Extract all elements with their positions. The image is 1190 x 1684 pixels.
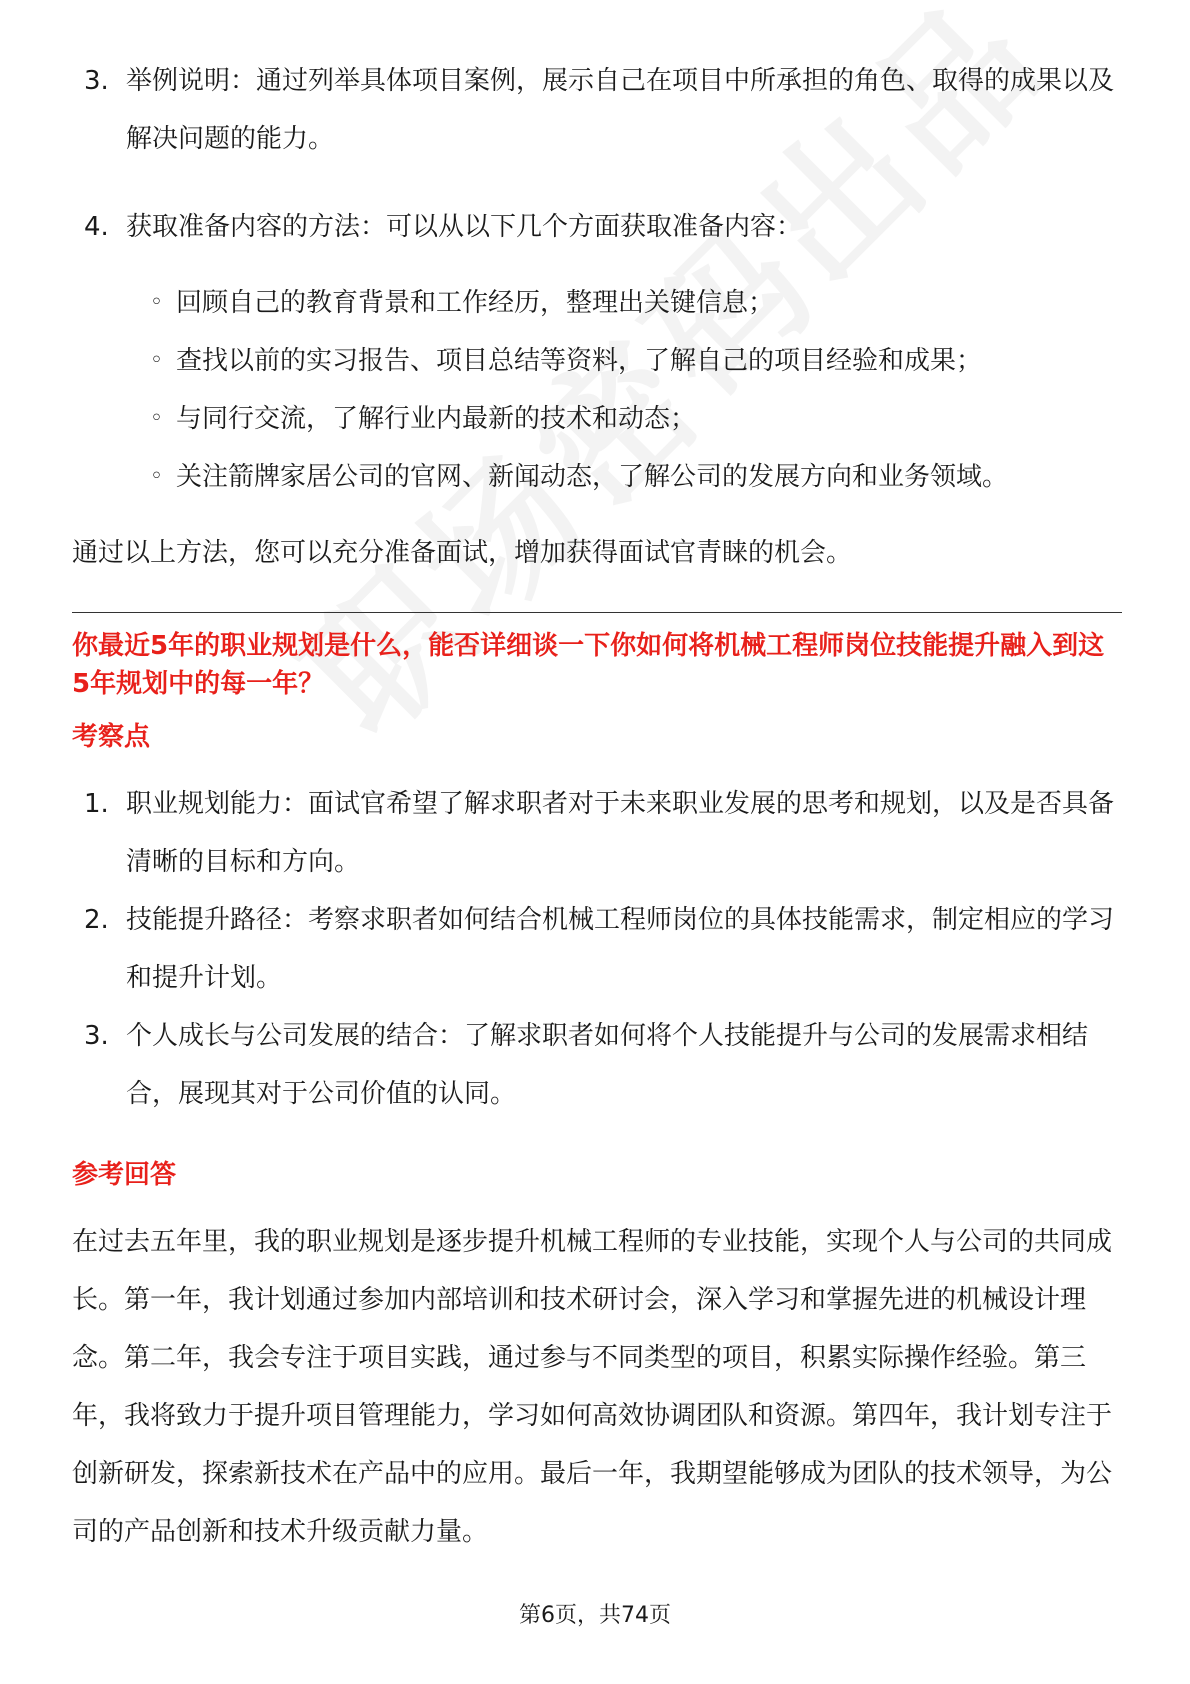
list-number: 3.: [84, 66, 109, 96]
sub-list-item-text: 与同行交流，了解行业内最新的技术和动态；: [176, 404, 697, 434]
sub-list-item-text: 查找以前的实习报告、项目总结等资料，了解自己的项目经验和成果；: [176, 346, 983, 376]
list-item: [72, 198, 1122, 256]
sub-list: [72, 274, 1122, 506]
sub-list-item: [72, 390, 1122, 448]
list-item: [72, 52, 1122, 168]
question-heading: 你最近5年的职业规划是什么，能否详细谈一下你如何将机械工程师岗位技能提升融入到这5年规划中的每一年？: [72, 631, 1105, 699]
reference-answer-heading: 参考回答: [72, 1160, 177, 1190]
list-item: [72, 775, 1122, 891]
reference-answer-paragraph: 在过去五年里，我的职业规划是逐步提升机械工程师的专业技能，实现个人与公司的共同成长。第一年，我计划通过参加内部培训和技术研讨会，深入学习和掌握先进的机械设计理念。第二年，我会专注于项目实践，通过参与不同类型的项目，积累实际操作经验。第三年，我将致力于提升项目管理能力，学习如何高效协调团队和资源。第四年，我计划专注于创新研发，探索新技术在产品中的应用。最后一年，我期望能够成为团队的技术领导，为公司的产品创新和技术升级贡献力量。: [72, 1227, 1113, 1547]
page-content: [72, 52, 1122, 1561]
list-item-text: 技能提升路径：考察求职者如何结合机械工程师岗位的具体技能需求，制定相应的学习和提升计划。: [126, 905, 1115, 993]
sub-list-item: [72, 274, 1122, 332]
conclusion-paragraph: 通过以上方法，您可以充分准备面试，增加获得面试官青睐的机会。: [72, 538, 853, 568]
page-number: 第6页，共74页: [519, 1603, 671, 1628]
sub-list-item-text: 回顾自己的教育背景和工作经历，整理出关键信息；: [176, 288, 775, 318]
section-divider: [72, 612, 1122, 613]
list-number: 1.: [84, 789, 109, 819]
sub-list-item-text: 关注箭牌家居公司的官网、新闻动态，了解公司的发展方向和业务领域。: [176, 462, 1009, 492]
considerations-heading: 考察点: [72, 722, 151, 752]
list-number: 3.: [84, 1021, 109, 1051]
list-item-text: 职业规划能力：面试官希望了解求职者对于未来职业发展的思考和规划，以及是否具备清晰的目标和方向。: [126, 789, 1115, 877]
sub-list-item: [72, 332, 1122, 390]
bullet-icon: ◦: [150, 464, 163, 489]
list-item: [72, 891, 1122, 1007]
list-item-text: 个人成长与公司发展的结合：了解求职者如何将个人技能提升与公司的发展需求相结合，展现其对于公司价值的认同。: [126, 1021, 1089, 1109]
bullet-icon: ◦: [150, 348, 163, 373]
bullet-icon: ◦: [150, 290, 163, 315]
list-number: 4.: [84, 212, 109, 242]
list-item: [72, 1007, 1122, 1123]
bullet-icon: ◦: [150, 406, 163, 431]
list-item-text: 举例说明：通过列举具体项目案例，展示自己在项目中所承担的角色、取得的成果以及解决问题的能力。: [126, 66, 1115, 154]
list-number: 2.: [84, 905, 109, 935]
sub-list-item: [72, 448, 1122, 506]
list-item-text: 获取准备内容的方法：可以从以下几个方面获取准备内容：: [126, 212, 803, 242]
